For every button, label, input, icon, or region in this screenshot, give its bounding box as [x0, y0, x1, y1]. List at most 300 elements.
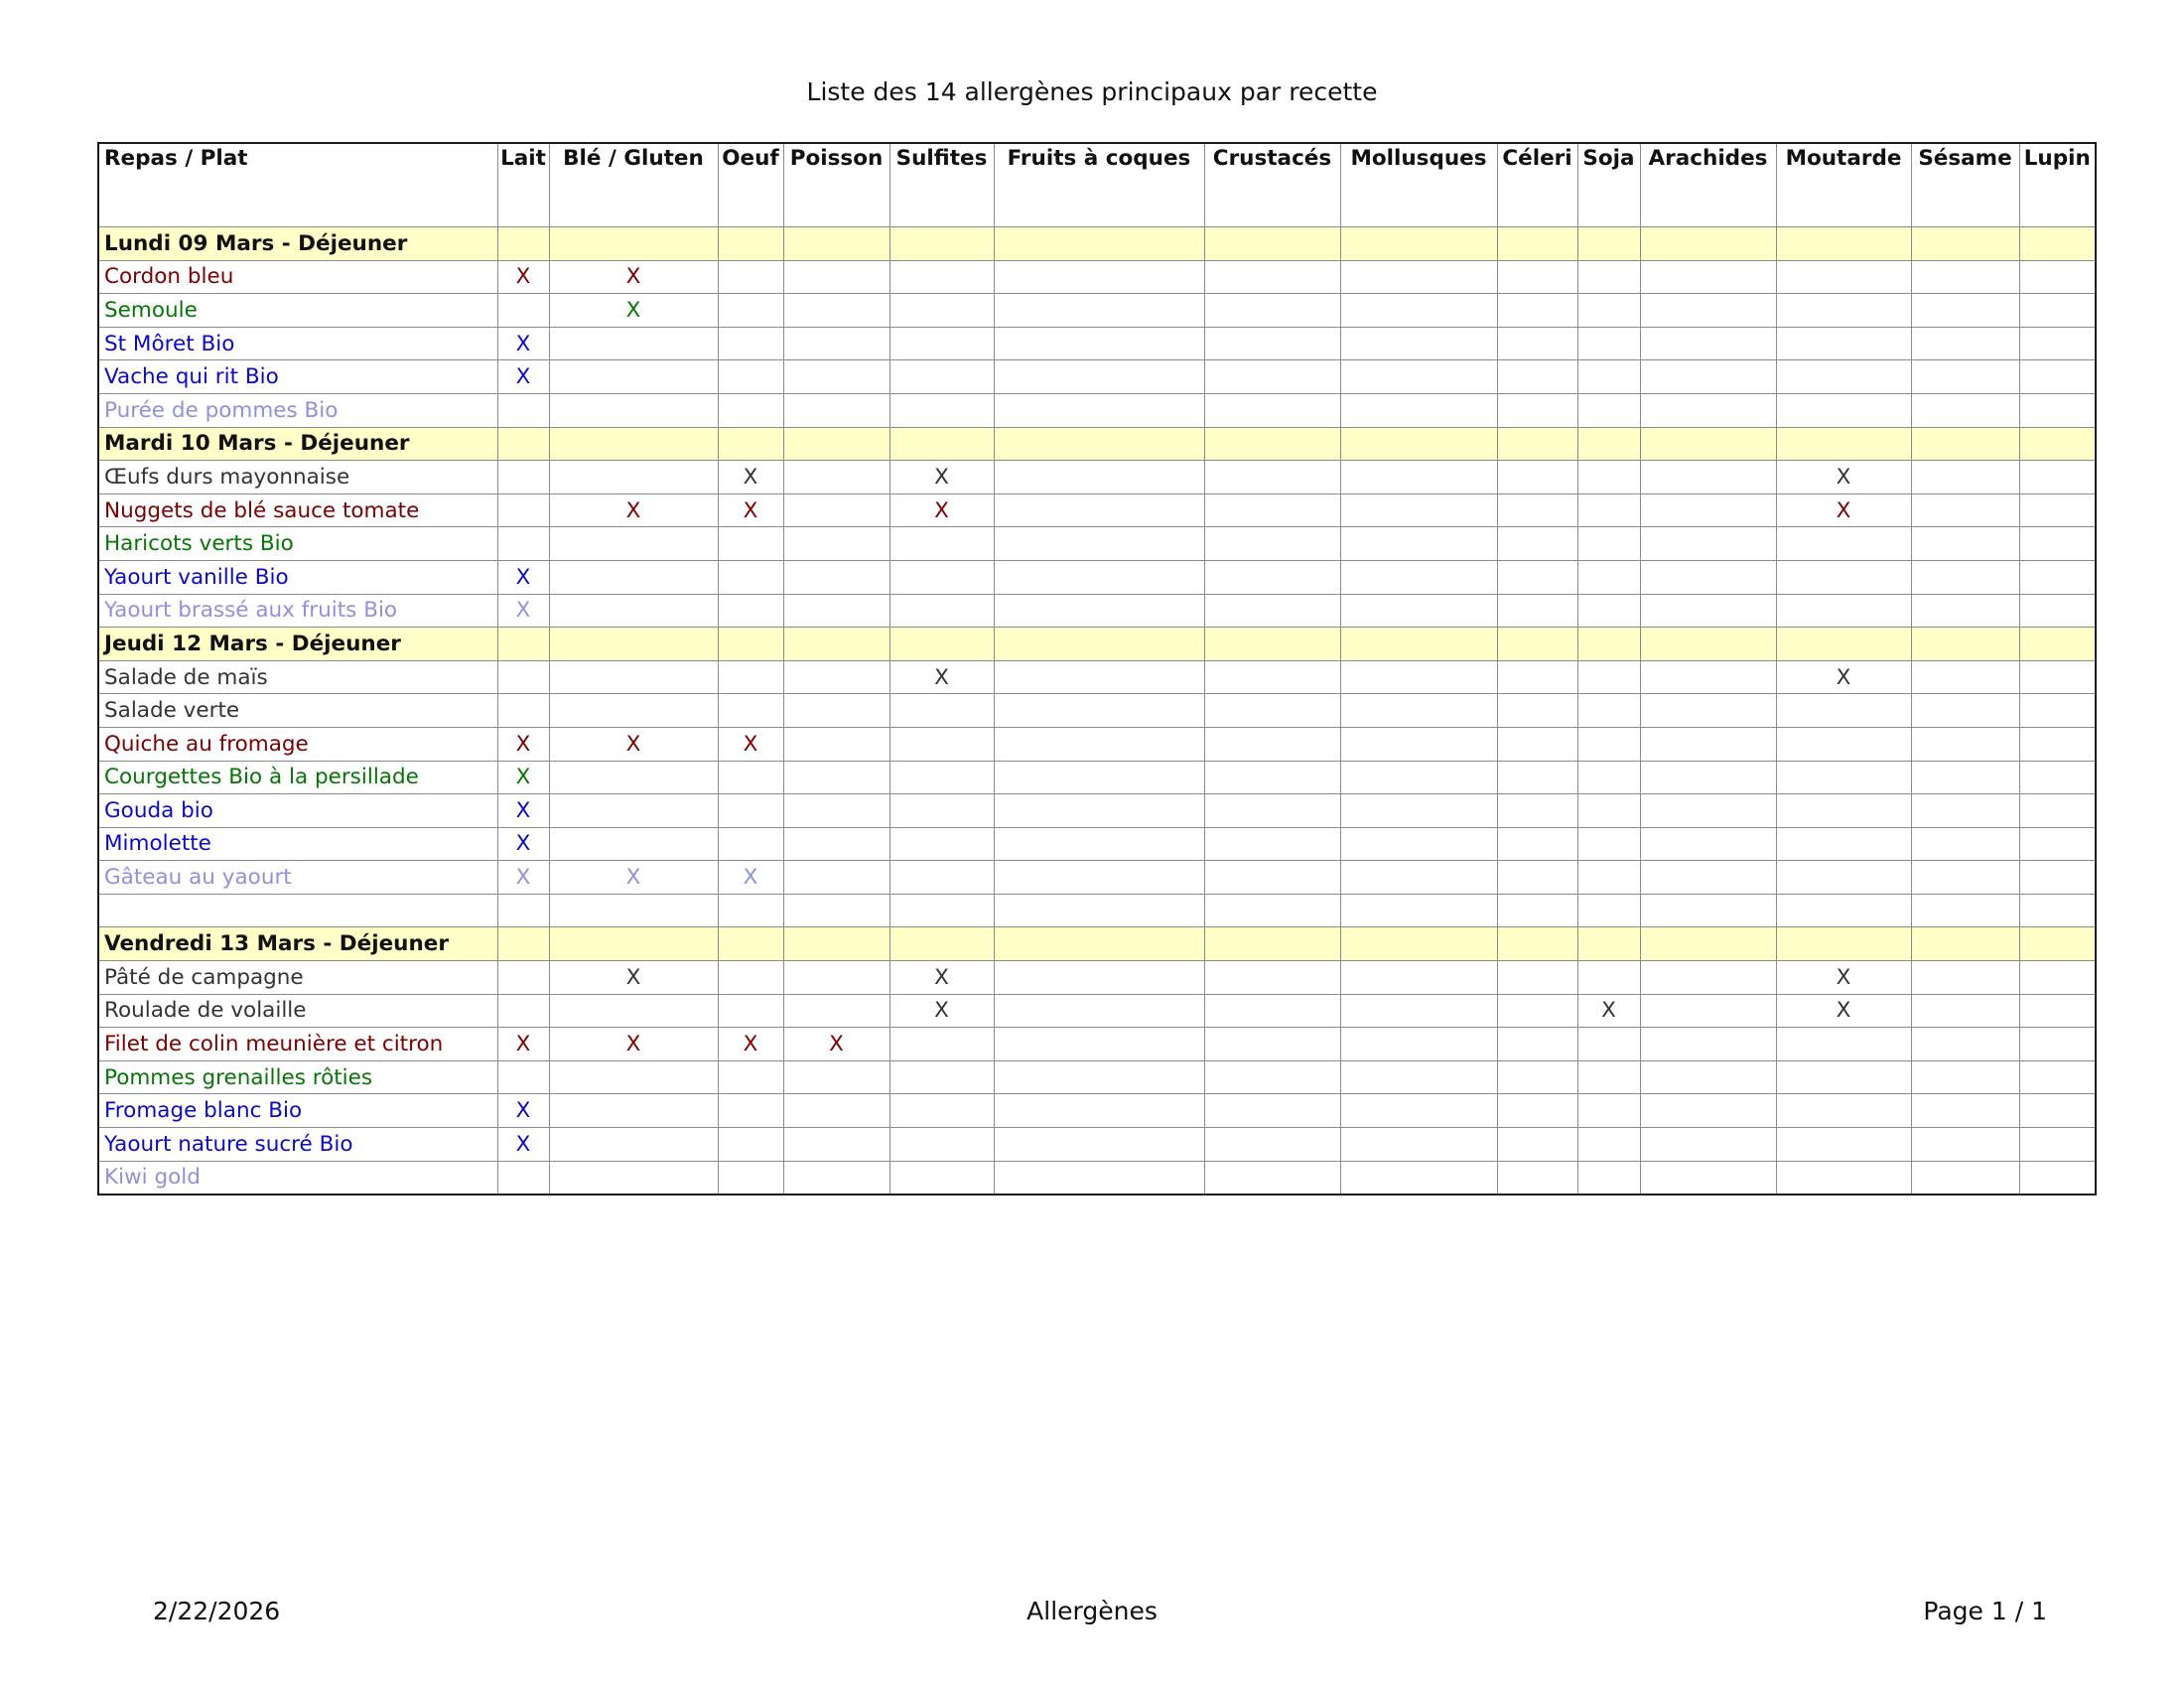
dish-name: Gâteau au yaourt: [98, 861, 497, 895]
allergen-mark: X: [889, 961, 994, 995]
day-band-cell: [2019, 227, 2096, 261]
dish-name: Nuggets de blé sauce tomate: [98, 493, 497, 527]
empty-cell: [889, 827, 994, 861]
empty-cell: [889, 360, 994, 394]
empty-cell: [718, 794, 783, 828]
empty-cell: [1577, 961, 1640, 995]
empty-cell: [497, 660, 549, 694]
column-header-allergen: Oeuf: [718, 143, 783, 227]
table-row: [98, 1128, 2096, 1162]
empty-cell: [1911, 560, 2019, 594]
empty-cell: [1577, 393, 1640, 427]
empty-cell: [718, 961, 783, 995]
day-band-cell: [783, 628, 889, 661]
day-band-cell: [1911, 227, 2019, 261]
day-band-cell: [1497, 927, 1577, 961]
empty-cell: [2019, 727, 2096, 761]
day-band-cell: [1640, 227, 1776, 261]
empty-cell: [1204, 727, 1340, 761]
empty-cell: [2019, 461, 2096, 494]
allergen-mark: X: [1776, 493, 1911, 527]
day-band-cell: [1911, 628, 2019, 661]
empty-cell: [1911, 1128, 2019, 1162]
empty-cell: [1340, 461, 1497, 494]
empty-cell: [1204, 861, 1340, 895]
day-band-cell: [549, 927, 718, 961]
day-band-cell: [1204, 927, 1340, 961]
allergen-mark: X: [549, 294, 718, 328]
dish-name: Kiwi gold: [98, 1161, 497, 1195]
page-title: Liste des 14 allergènes principaux par recette: [806, 77, 1378, 106]
empty-cell: [1640, 961, 1776, 995]
footer-date: 2/22/2026: [153, 1597, 281, 1625]
empty-cell: [497, 994, 549, 1028]
empty-cell: [1497, 894, 1577, 927]
empty-cell: [2019, 994, 2096, 1028]
empty-cell: [1497, 360, 1577, 394]
day-band-cell: [1776, 927, 1911, 961]
empty-cell: [1497, 260, 1577, 294]
empty-cell: [783, 527, 889, 561]
dish-name: Purée de pommes Bio: [98, 393, 497, 427]
day-band-cell: [1340, 227, 1497, 261]
empty-cell: [1497, 1060, 1577, 1094]
empty-cell: [2019, 827, 2096, 861]
empty-cell: [994, 1060, 1204, 1094]
day-header-row: [98, 927, 2096, 961]
empty-cell: [718, 260, 783, 294]
empty-cell: [1577, 594, 1640, 628]
empty-cell: [1340, 1060, 1497, 1094]
empty-cell: [549, 1060, 718, 1094]
empty-cell: [1497, 694, 1577, 728]
dish-name: Roulade de volaille: [98, 994, 497, 1028]
day-band-cell: [994, 628, 1204, 661]
column-header-allergen: Blé / Gluten: [549, 143, 718, 227]
empty-cell: [1577, 660, 1640, 694]
day-header-row: [98, 227, 2096, 261]
empty-cell: [1640, 493, 1776, 527]
empty-cell: [889, 294, 994, 328]
day-band-cell: [1911, 427, 2019, 461]
allergen-mark: X: [497, 560, 549, 594]
empty-cell: [1497, 461, 1577, 494]
table-row: [98, 260, 2096, 294]
empty-cell: [1911, 794, 2019, 828]
empty-cell: [718, 994, 783, 1028]
column-header-allergen: Crustacés: [1204, 143, 1340, 227]
empty-cell: [994, 461, 1204, 494]
table-row: [98, 1094, 2096, 1128]
day-band-cell: [497, 927, 549, 961]
empty-cell: [889, 1028, 994, 1061]
empty-cell: [1776, 560, 1911, 594]
empty-cell: [889, 560, 994, 594]
empty-cell: [1577, 861, 1640, 895]
empty-cell: [718, 294, 783, 328]
footer-page-number: Page 1 / 1: [1923, 1597, 2047, 1625]
dish-name: Semoule: [98, 294, 497, 328]
table-row: [98, 327, 2096, 360]
empty-cell: [1640, 1060, 1776, 1094]
empty-cell: [1911, 360, 2019, 394]
allergen-mark: X: [497, 594, 549, 628]
empty-cell: [783, 594, 889, 628]
day-band-cell: [1204, 427, 1340, 461]
empty-cell: [1204, 560, 1340, 594]
empty-cell: [889, 527, 994, 561]
empty-cell: [1911, 493, 2019, 527]
empty-cell: [1640, 360, 1776, 394]
empty-cell: [1204, 327, 1340, 360]
empty-cell: [1340, 393, 1497, 427]
day-band-cell: [1497, 227, 1577, 261]
empty-cell: [1577, 1060, 1640, 1094]
empty-cell: [889, 1161, 994, 1195]
empty-cell: [1911, 961, 2019, 995]
empty-cell: [994, 727, 1204, 761]
day-header-row: [98, 628, 2096, 661]
empty-cell: [549, 594, 718, 628]
empty-cell: [1577, 360, 1640, 394]
empty-cell: [2019, 493, 2096, 527]
dish-name: Salade verte: [98, 694, 497, 728]
empty-cell: [1340, 1128, 1497, 1162]
empty-cell: [497, 894, 549, 927]
table-row: [98, 761, 2096, 794]
empty-cell: [1640, 894, 1776, 927]
dish-name: Œufs durs mayonnaise: [98, 461, 497, 494]
allergen-mark: X: [718, 727, 783, 761]
empty-cell: [1204, 527, 1340, 561]
empty-cell: [1640, 827, 1776, 861]
empty-cell: [718, 694, 783, 728]
allergen-mark: X: [718, 861, 783, 895]
table-row: [98, 994, 2096, 1028]
dish-name: Gouda bio: [98, 794, 497, 828]
empty-cell: [1340, 1161, 1497, 1195]
day-band-cell: [2019, 927, 2096, 961]
empty-cell: [1640, 294, 1776, 328]
day-band-cell: [783, 427, 889, 461]
empty-cell: [783, 461, 889, 494]
empty-cell: [889, 694, 994, 728]
empty-cell: [549, 761, 718, 794]
empty-cell: [994, 260, 1204, 294]
empty-cell: [1577, 1128, 1640, 1162]
day-band-cell: [549, 227, 718, 261]
dish-name: Filet de colin meunière et citron: [98, 1028, 497, 1061]
empty-cell: [718, 393, 783, 427]
empty-cell: [994, 560, 1204, 594]
empty-cell: [994, 694, 1204, 728]
empty-cell: [1776, 594, 1911, 628]
empty-cell: [1204, 794, 1340, 828]
empty-cell: [1340, 493, 1497, 527]
empty-cell: [1497, 393, 1577, 427]
allergen-mark: X: [549, 1028, 718, 1061]
day-band-cell: [1204, 227, 1340, 261]
empty-cell: [497, 493, 549, 527]
dish-name: Quiche au fromage: [98, 727, 497, 761]
table-row: [98, 1161, 2096, 1195]
empty-cell: [718, 560, 783, 594]
empty-cell: [549, 660, 718, 694]
empty-cell: [1911, 260, 2019, 294]
empty-cell: [1911, 761, 2019, 794]
empty-cell: [1640, 761, 1776, 794]
empty-cell: [994, 1028, 1204, 1061]
day-band-cell: [1577, 427, 1640, 461]
empty-cell: [1911, 861, 2019, 895]
empty-cell: [1340, 727, 1497, 761]
empty-cell: [1577, 894, 1640, 927]
empty-cell: [2019, 594, 2096, 628]
day-band-cell: [497, 227, 549, 261]
empty-cell: [1340, 527, 1497, 561]
table-row: [98, 527, 2096, 561]
empty-cell: [549, 1161, 718, 1195]
empty-cell: [1340, 861, 1497, 895]
empty-cell: [1204, 1028, 1340, 1061]
empty-cell: [1776, 327, 1911, 360]
empty-cell: [1911, 1161, 2019, 1195]
empty-cell: [783, 260, 889, 294]
empty-cell: [1776, 260, 1911, 294]
day-band-cell: [889, 427, 994, 461]
empty-cell: [718, 1094, 783, 1128]
empty-cell: [1577, 761, 1640, 794]
empty-cell: [497, 393, 549, 427]
empty-cell: [718, 527, 783, 561]
table-body: [98, 227, 2096, 1196]
empty-cell: [1204, 694, 1340, 728]
day-band-cell: [889, 927, 994, 961]
day-band-cell: [1577, 628, 1640, 661]
empty-cell: [889, 393, 994, 427]
empty-cell: [1497, 761, 1577, 794]
empty-cell: [2019, 1161, 2096, 1195]
empty-cell: [1776, 527, 1911, 561]
day-band-cell: [1340, 927, 1497, 961]
empty-cell: [1911, 994, 2019, 1028]
empty-cell: [783, 861, 889, 895]
empty-cell: [783, 727, 889, 761]
empty-cell: [783, 493, 889, 527]
empty-cell: [1640, 994, 1776, 1028]
day-label: Lundi 09 Mars - Déjeuner: [98, 227, 497, 261]
empty-cell: [2019, 294, 2096, 328]
allergen-mark: X: [497, 727, 549, 761]
allergen-mark: X: [718, 461, 783, 494]
empty-cell: [1204, 594, 1340, 628]
empty-cell: [783, 393, 889, 427]
table-row: [98, 727, 2096, 761]
day-label: Mardi 10 Mars - Déjeuner: [98, 427, 497, 461]
empty-cell: [889, 894, 994, 927]
empty-cell: [497, 1060, 549, 1094]
empty-cell: [1497, 861, 1577, 895]
table-row: [98, 1060, 2096, 1094]
empty-cell: [1640, 694, 1776, 728]
allergen-mark: X: [497, 861, 549, 895]
empty-cell: [1776, 1161, 1911, 1195]
empty-cell: [1204, 1060, 1340, 1094]
empty-cell: [1911, 1094, 2019, 1128]
column-header-allergen: Fruits à coques: [994, 143, 1204, 227]
empty-cell: [889, 260, 994, 294]
empty-cell: [1497, 294, 1577, 328]
allergen-mark: X: [1776, 461, 1911, 494]
empty-cell: [889, 1094, 994, 1128]
empty-cell: [1911, 894, 2019, 927]
empty-cell: [1911, 461, 2019, 494]
empty-cell: [1640, 1028, 1776, 1061]
empty-cell: [549, 894, 718, 927]
empty-cell: [1776, 827, 1911, 861]
day-band-cell: [718, 628, 783, 661]
empty-cell: [783, 360, 889, 394]
day-band-cell: [1204, 628, 1340, 661]
empty-cell: [1776, 1128, 1911, 1162]
empty-cell: [2019, 794, 2096, 828]
empty-cell: [1577, 694, 1640, 728]
empty-cell: [1776, 694, 1911, 728]
allergen-mark: X: [497, 327, 549, 360]
allergen-mark: X: [549, 493, 718, 527]
dish-name: Haricots verts Bio: [98, 527, 497, 561]
empty-cell: [1911, 1028, 2019, 1061]
empty-cell: [1640, 1094, 1776, 1128]
empty-cell: [1640, 1128, 1776, 1162]
empty-cell: [1776, 1060, 1911, 1094]
empty-cell: [783, 827, 889, 861]
dish-name: Salade de maïs: [98, 660, 497, 694]
empty-cell: [1577, 727, 1640, 761]
allergen-mark: X: [497, 1028, 549, 1061]
day-band-cell: [1776, 427, 1911, 461]
table-row: [98, 560, 2096, 594]
empty-cell: [1340, 894, 1497, 927]
empty-cell: [994, 493, 1204, 527]
empty-cell: [1340, 761, 1497, 794]
allergen-mark: X: [889, 461, 994, 494]
dish-name: Courgettes Bio à la persillade: [98, 761, 497, 794]
empty-cell: [1204, 1161, 1340, 1195]
empty-cell: [1340, 560, 1497, 594]
footer-sheet-name: Allergènes: [1026, 1597, 1158, 1625]
empty-cell: [2019, 1028, 2096, 1061]
empty-cell: [1911, 393, 2019, 427]
empty-cell: [783, 294, 889, 328]
allergen-mark: X: [549, 861, 718, 895]
empty-cell: [1497, 493, 1577, 527]
empty-cell: [497, 527, 549, 561]
empty-cell: [1340, 994, 1497, 1028]
column-header-allergen: Mollusques: [1340, 143, 1497, 227]
dish-name: Yaourt vanille Bio: [98, 560, 497, 594]
dish-name: Mimolette: [98, 827, 497, 861]
empty-cell: [994, 861, 1204, 895]
empty-cell: [1204, 260, 1340, 294]
empty-cell: [718, 761, 783, 794]
empty-cell: [783, 660, 889, 694]
empty-cell: [1340, 961, 1497, 995]
empty-cell: [497, 461, 549, 494]
table-row: [98, 961, 2096, 995]
empty-cell: [994, 660, 1204, 694]
empty-cell: [2019, 961, 2096, 995]
empty-cell: [1497, 727, 1577, 761]
blank-row: [98, 894, 2096, 927]
empty-cell: [549, 527, 718, 561]
day-band-cell: [718, 927, 783, 961]
day-band-cell: [1497, 427, 1577, 461]
empty-cell: [1640, 560, 1776, 594]
empty-cell: [783, 327, 889, 360]
empty-cell: [1497, 994, 1577, 1028]
day-band-cell: [1497, 628, 1577, 661]
empty-cell: [1340, 1028, 1497, 1061]
day-band-cell: [1911, 927, 2019, 961]
empty-cell: [718, 1060, 783, 1094]
empty-cell: [783, 1161, 889, 1195]
dish-name: St Môret Bio: [98, 327, 497, 360]
empty-cell: [1640, 260, 1776, 294]
dish-name: Fromage blanc Bio: [98, 1094, 497, 1128]
allergen-mark: X: [718, 493, 783, 527]
empty-cell: [783, 894, 889, 927]
empty-cell: [783, 1060, 889, 1094]
empty-cell: [1497, 1128, 1577, 1162]
allergen-mark: X: [1776, 994, 1911, 1028]
dish-name: Pommes grenailles rôties: [98, 1060, 497, 1094]
empty-cell: [497, 694, 549, 728]
empty-cell: [1340, 327, 1497, 360]
day-header-row: [98, 427, 2096, 461]
empty-cell: [2019, 560, 2096, 594]
day-band-cell: [497, 427, 549, 461]
table-row: [98, 594, 2096, 628]
empty-cell: [994, 994, 1204, 1028]
empty-cell: [1640, 527, 1776, 561]
empty-cell: [549, 994, 718, 1028]
empty-cell: [2019, 1094, 2096, 1128]
empty-cell: [889, 594, 994, 628]
empty-cell: [1577, 1028, 1640, 1061]
column-header-allergen: Poisson: [783, 143, 889, 227]
allergen-mark: X: [889, 493, 994, 527]
empty-cell: [718, 594, 783, 628]
table-row: [98, 461, 2096, 494]
empty-cell: [718, 660, 783, 694]
dish-name: Cordon bleu: [98, 260, 497, 294]
empty-cell: [994, 894, 1204, 927]
empty-cell: [2019, 393, 2096, 427]
empty-cell: [1911, 727, 2019, 761]
empty-cell: [994, 327, 1204, 360]
empty-cell: [1776, 294, 1911, 328]
table-row: [98, 827, 2096, 861]
empty-cell: [1776, 360, 1911, 394]
allergen-mark: X: [497, 1128, 549, 1162]
empty-cell: [2019, 260, 2096, 294]
empty-cell: [497, 1161, 549, 1195]
empty-cell: [889, 727, 994, 761]
table-row: [98, 794, 2096, 828]
empty-cell: [783, 560, 889, 594]
day-band-cell: [549, 427, 718, 461]
